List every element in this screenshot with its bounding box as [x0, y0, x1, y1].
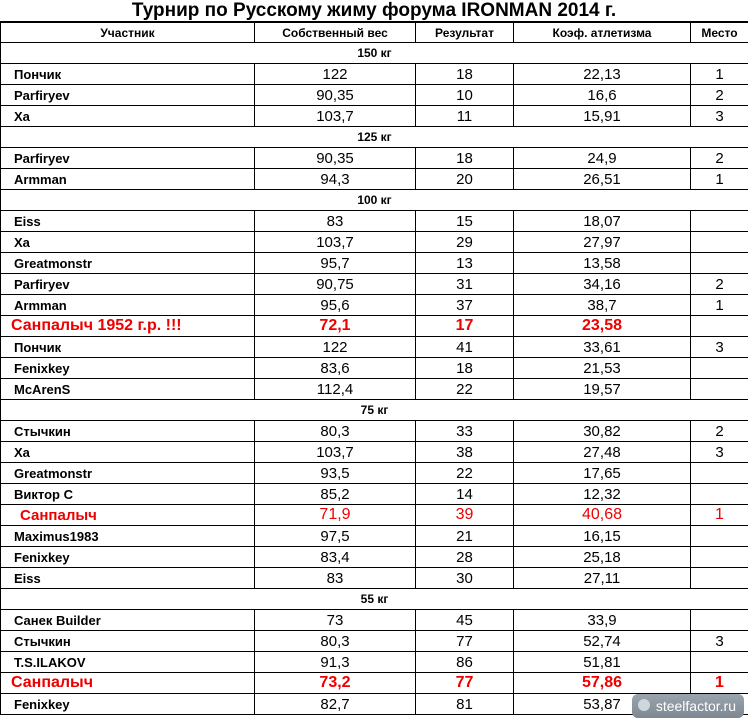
column-header-place: Место: [691, 23, 748, 43]
body-weight-cell: 103,7: [255, 232, 416, 253]
place-cell: [691, 232, 748, 253]
coefficient-cell: 18,07: [514, 211, 691, 232]
participant-name-cell: Parfiryev: [1, 148, 255, 169]
coefficient-cell: 34,16: [514, 274, 691, 295]
body-weight-cell: 73,2: [255, 673, 416, 694]
coefficient-cell: 15,91: [514, 106, 691, 127]
participant-name-cell: Виктор С: [1, 484, 255, 505]
section-header-row: [1, 589, 748, 610]
result-cell: 29: [416, 232, 514, 253]
place-cell: [691, 211, 748, 232]
body-weight-cell: 95,7: [255, 253, 416, 274]
table-row: [1, 610, 748, 631]
coefficient-cell: 27,11: [514, 568, 691, 589]
results-table: [0, 22, 748, 715]
section-header-row: [1, 400, 748, 421]
result-cell: 21: [416, 526, 514, 547]
participant-name-cell: Пончик: [1, 64, 255, 85]
table-row: [1, 148, 748, 169]
body-weight-cell: 103,7: [255, 106, 416, 127]
body-weight-cell: 90,75: [255, 274, 416, 295]
coefficient-cell: 23,58: [514, 316, 691, 337]
coefficient-cell: 16,15: [514, 526, 691, 547]
body-weight-cell: 103,7: [255, 442, 416, 463]
result-cell: 33: [416, 421, 514, 442]
result-cell: 81: [416, 694, 514, 715]
coefficient-cell: 24,9: [514, 148, 691, 169]
watermark: [632, 694, 744, 718]
place-cell: [691, 379, 748, 400]
result-cell: 41: [416, 337, 514, 358]
body-weight-cell: 83: [255, 211, 416, 232]
coefficient-cell: 40,68: [514, 505, 691, 526]
table-row: [1, 421, 748, 442]
weight-class-label: 125 кг: [1, 127, 748, 148]
watermark-text: steelfactor.ru: [655, 698, 736, 714]
table-row: [1, 295, 748, 316]
participant-name-cell: Ха: [1, 232, 255, 253]
weight-class-label: 75 кг: [1, 400, 748, 421]
participant-name-cell: Санпалыч 1952 г.р. !!!: [1, 316, 255, 337]
coefficient-cell: 38,7: [514, 295, 691, 316]
place-cell: [691, 652, 748, 673]
coefficient-cell: 30,82: [514, 421, 691, 442]
place-cell: 3: [691, 337, 748, 358]
result-cell: 86: [416, 652, 514, 673]
coefficient-cell: 27,97: [514, 232, 691, 253]
coefficient-cell: 13,58: [514, 253, 691, 274]
body-weight-cell: 90,35: [255, 148, 416, 169]
body-weight-cell: 90,35: [255, 85, 416, 106]
place-cell: 2: [691, 274, 748, 295]
weight-class-label: 150 кг: [1, 43, 748, 64]
coefficient-cell: 12,32: [514, 484, 691, 505]
table-row: [1, 64, 748, 85]
coefficient-cell: 19,57: [514, 379, 691, 400]
participant-name-cell: Armman: [1, 169, 255, 190]
body-weight-cell: 94,3: [255, 169, 416, 190]
coefficient-cell: 16,6: [514, 85, 691, 106]
result-cell: 77: [416, 631, 514, 652]
place-cell: [691, 568, 748, 589]
result-cell: 37: [416, 295, 514, 316]
place-cell: [691, 526, 748, 547]
result-cell: 11: [416, 106, 514, 127]
column-header-participant: Участник: [1, 23, 255, 43]
weight-class-label: 55 кг: [1, 589, 748, 610]
column-header-coefficient: Коэф. атлетизма: [514, 23, 691, 43]
page-title: Турнир по Русскому жиму форума IRONMAN 2014 г.: [0, 0, 748, 22]
coefficient-cell: 26,51: [514, 169, 691, 190]
participant-name-cell: Ха: [1, 106, 255, 127]
body-weight-cell: 71,9: [255, 505, 416, 526]
table-row: [1, 547, 748, 568]
coefficient-cell: 17,65: [514, 463, 691, 484]
table-row: [1, 106, 748, 127]
result-cell: 22: [416, 379, 514, 400]
body-weight-cell: 122: [255, 337, 416, 358]
table-row: [1, 253, 748, 274]
participant-name-cell: Armman: [1, 295, 255, 316]
table-row: [1, 274, 748, 295]
participant-name-cell: Parfiryev: [1, 274, 255, 295]
body-weight-cell: 82,7: [255, 694, 416, 715]
coefficient-cell: 57,86: [514, 673, 691, 694]
table-row: [1, 505, 748, 526]
participant-name-cell: T.S.ILAKOV: [1, 652, 255, 673]
body-weight-cell: 83,4: [255, 547, 416, 568]
result-cell: 17: [416, 316, 514, 337]
result-cell: 18: [416, 64, 514, 85]
place-cell: 1: [691, 64, 748, 85]
place-cell: 2: [691, 148, 748, 169]
place-cell: [691, 484, 748, 505]
body-weight-cell: 97,5: [255, 526, 416, 547]
participant-name-cell: Fenixkey: [1, 694, 255, 715]
coefficient-cell: 27,48: [514, 442, 691, 463]
body-weight-cell: 72,1: [255, 316, 416, 337]
section-header-row: [1, 43, 748, 64]
table-row: [1, 232, 748, 253]
result-cell: 20: [416, 169, 514, 190]
participant-name-cell: Fenixkey: [1, 547, 255, 568]
place-cell: [691, 463, 748, 484]
coefficient-cell: 53,87: [514, 694, 691, 715]
place-cell: [691, 610, 748, 631]
body-weight-cell: 91,3: [255, 652, 416, 673]
body-weight-cell: 83,6: [255, 358, 416, 379]
result-cell: 45: [416, 610, 514, 631]
body-weight-cell: 83: [255, 568, 416, 589]
table-row: [1, 484, 748, 505]
body-weight-cell: 112,4: [255, 379, 416, 400]
participant-name-cell: Eiss: [1, 211, 255, 232]
table-row: [1, 379, 748, 400]
table-row: [1, 358, 748, 379]
table-row: [1, 526, 748, 547]
participant-name-cell: Санпалыч: [1, 673, 255, 694]
participant-name-cell: Стычкин: [1, 421, 255, 442]
table-row: [1, 169, 748, 190]
participant-name-cell: Greatmonstr: [1, 253, 255, 274]
place-cell: 3: [691, 631, 748, 652]
participant-name-cell: Санек Builder: [1, 610, 255, 631]
participant-name-cell: Пончик: [1, 337, 255, 358]
participant-name-cell: Санпалыч: [1, 505, 255, 526]
place-cell: 1: [691, 295, 748, 316]
column-header-body-weight: Собственный вес: [255, 23, 416, 43]
result-cell: 22: [416, 463, 514, 484]
table-row: [1, 568, 748, 589]
result-cell: 77: [416, 673, 514, 694]
coefficient-cell: 25,18: [514, 547, 691, 568]
table-row: [1, 211, 748, 232]
table-row: [1, 673, 748, 694]
place-cell: 1: [691, 505, 748, 526]
coefficient-cell: 22,13: [514, 64, 691, 85]
participant-name-cell: Eiss: [1, 568, 255, 589]
coefficient-cell: 33,9: [514, 610, 691, 631]
result-cell: 14: [416, 484, 514, 505]
table-row: [1, 463, 748, 484]
place-cell: 1: [691, 169, 748, 190]
coefficient-cell: 33,61: [514, 337, 691, 358]
participant-name-cell: Стычкин: [1, 631, 255, 652]
result-cell: 38: [416, 442, 514, 463]
result-cell: 18: [416, 148, 514, 169]
result-cell: 15: [416, 211, 514, 232]
table-row: [1, 652, 748, 673]
result-cell: 13: [416, 253, 514, 274]
table-row: [1, 316, 748, 337]
participant-name-cell: Parfiryev: [1, 85, 255, 106]
result-cell: 10: [416, 85, 514, 106]
place-cell: [691, 358, 748, 379]
participant-name-cell: Ха: [1, 442, 255, 463]
column-header-result: Результат: [416, 23, 514, 43]
coefficient-cell: 51,81: [514, 652, 691, 673]
place-cell: 3: [691, 106, 748, 127]
place-cell: 1: [691, 673, 748, 694]
site-logo-icon: [638, 699, 650, 711]
place-cell: [691, 547, 748, 568]
body-weight-cell: 80,3: [255, 631, 416, 652]
participant-name-cell: McArenS: [1, 379, 255, 400]
participant-name-cell: Greatmonstr: [1, 463, 255, 484]
result-cell: 18: [416, 358, 514, 379]
body-weight-cell: 85,2: [255, 484, 416, 505]
header-row: [1, 23, 748, 43]
place-cell: [691, 253, 748, 274]
place-cell: 3: [691, 442, 748, 463]
result-cell: 39: [416, 505, 514, 526]
section-header-row: [1, 127, 748, 148]
result-cell: 30: [416, 568, 514, 589]
section-header-row: [1, 190, 748, 211]
place-cell: 2: [691, 421, 748, 442]
coefficient-cell: 21,53: [514, 358, 691, 379]
table-row: [1, 442, 748, 463]
body-weight-cell: 122: [255, 64, 416, 85]
table-row: [1, 631, 748, 652]
body-weight-cell: 80,3: [255, 421, 416, 442]
body-weight-cell: 95,6: [255, 295, 416, 316]
body-weight-cell: 93,5: [255, 463, 416, 484]
place-cell: [691, 316, 748, 337]
results-body: [1, 43, 748, 715]
coefficient-cell: 52,74: [514, 631, 691, 652]
body-weight-cell: 73: [255, 610, 416, 631]
participant-name-cell: Fenixkey: [1, 358, 255, 379]
result-cell: 31: [416, 274, 514, 295]
weight-class-label: 100 кг: [1, 190, 748, 211]
table-row: [1, 85, 748, 106]
table-row: [1, 337, 748, 358]
place-cell: 2: [691, 85, 748, 106]
participant-name-cell: Maximus1983: [1, 526, 255, 547]
result-cell: 28: [416, 547, 514, 568]
